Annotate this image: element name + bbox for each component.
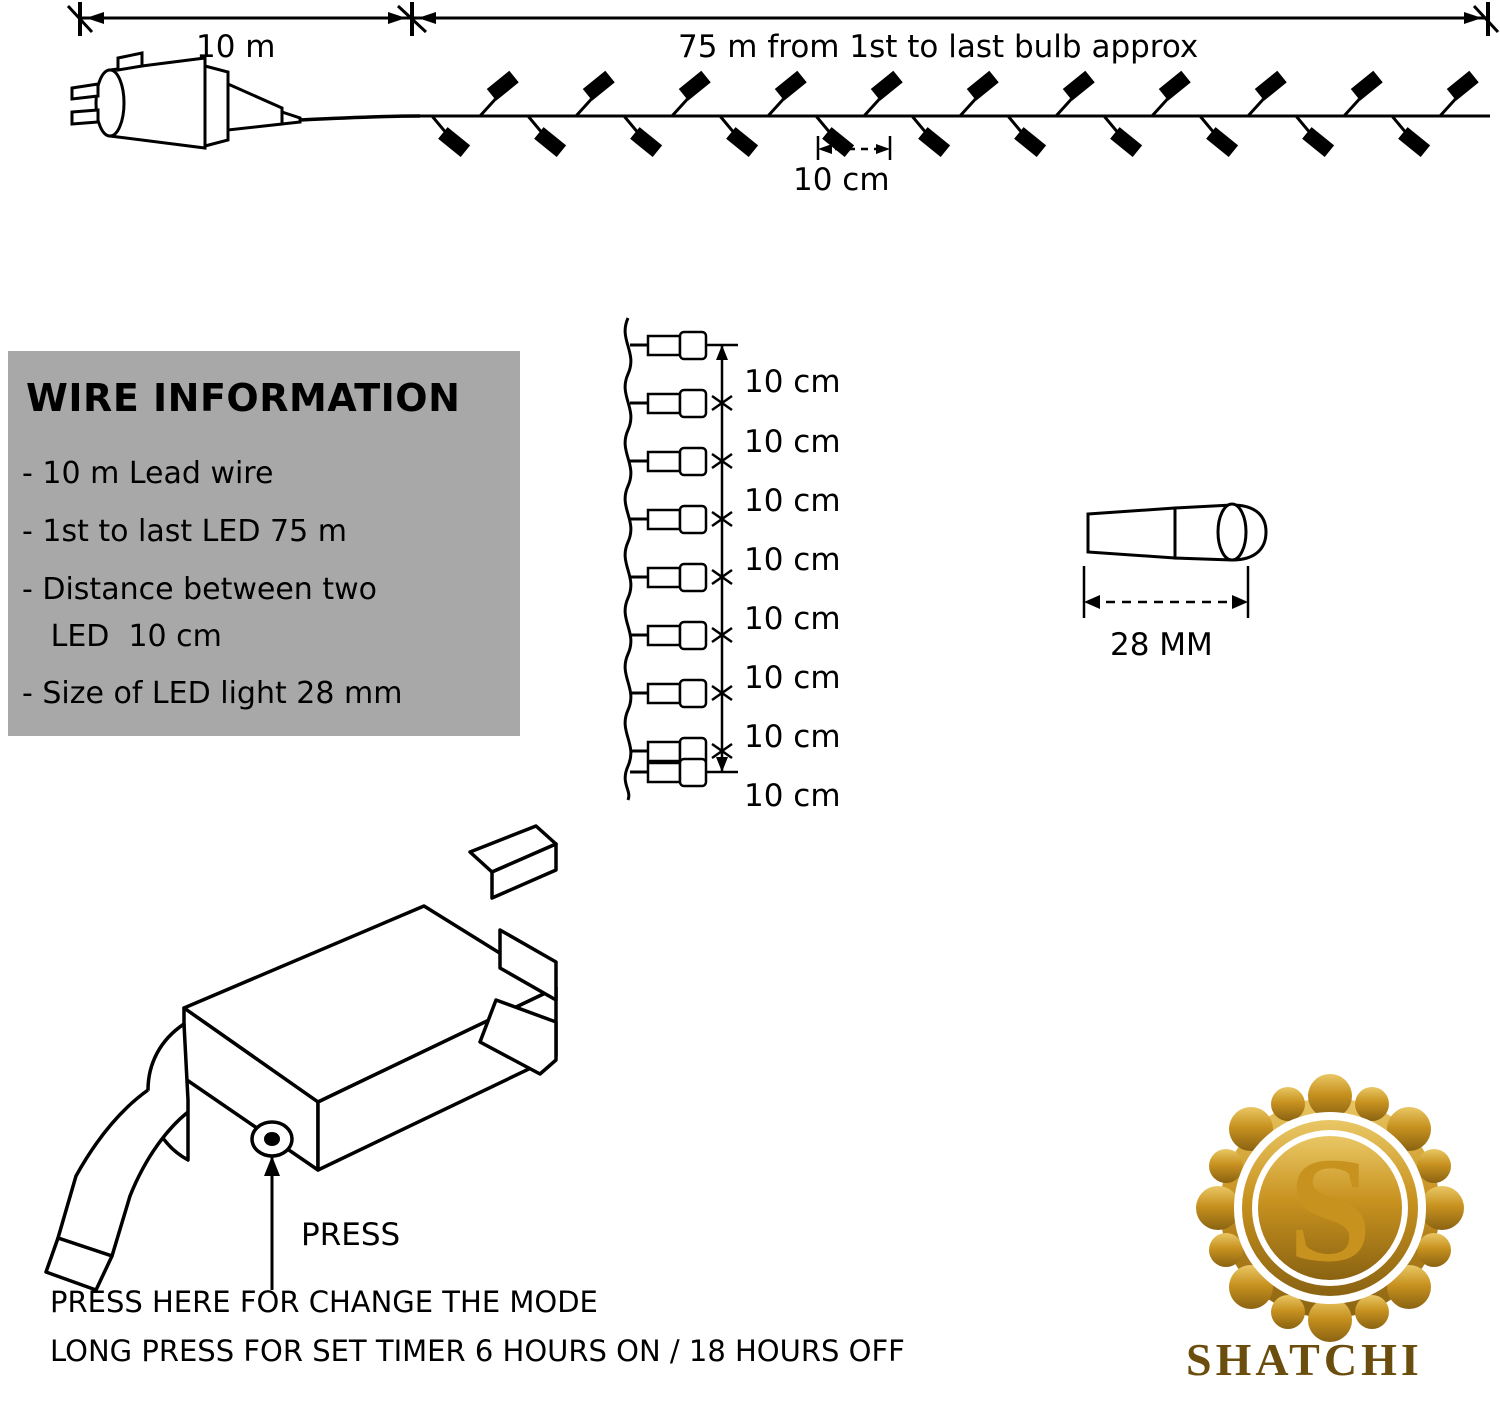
chain-spacing-label-4: 10 cm — [744, 542, 841, 578]
wire-info-line-2: - 1st to last LED 75 m — [22, 514, 347, 549]
controller-note-line-2: LONG PRESS FOR SET TIMER 6 HOURS ON / 18 HOURS OFF — [50, 1334, 905, 1368]
chain-spacing-label-5: 10 cm — [744, 601, 841, 637]
lead-length-label: 10 m — [196, 29, 276, 65]
wire-info-line-5: - Size of LED light 28 mm — [22, 676, 403, 711]
press-button-label: PRESS — [301, 1217, 401, 1253]
wire-info-line-4: LED 10 cm — [22, 619, 222, 654]
chain-spacing-label-7: 10 cm — [744, 719, 841, 755]
controller-note-line-1: PRESS HERE FOR CHANGE THE MODE — [50, 1285, 598, 1319]
wire-info-line-1: - 10 m Lead wire — [22, 456, 274, 491]
span-length-label: 75 m from 1st to last bulb approx — [678, 29, 1199, 65]
wire-info-line-3: - Distance between two — [22, 572, 377, 607]
chain-spacing-label-1: 10 cm — [744, 364, 841, 400]
brand-wordmark: SHATCHI — [1186, 1334, 1423, 1385]
brand-monogram: S — [1288, 1127, 1372, 1293]
gap-label-top: 10 cm — [793, 162, 890, 198]
chain-spacing-label-3: 10 cm — [744, 483, 841, 519]
bulb-size-label: 28 MM — [1110, 627, 1213, 663]
chain-spacing-label-2: 10 cm — [744, 424, 841, 460]
chain-spacing-label-6: 10 cm — [744, 660, 841, 696]
wire-information-heading: WIRE INFORMATION — [26, 376, 461, 420]
chain-spacing-label-8: 10 cm — [744, 778, 841, 814]
